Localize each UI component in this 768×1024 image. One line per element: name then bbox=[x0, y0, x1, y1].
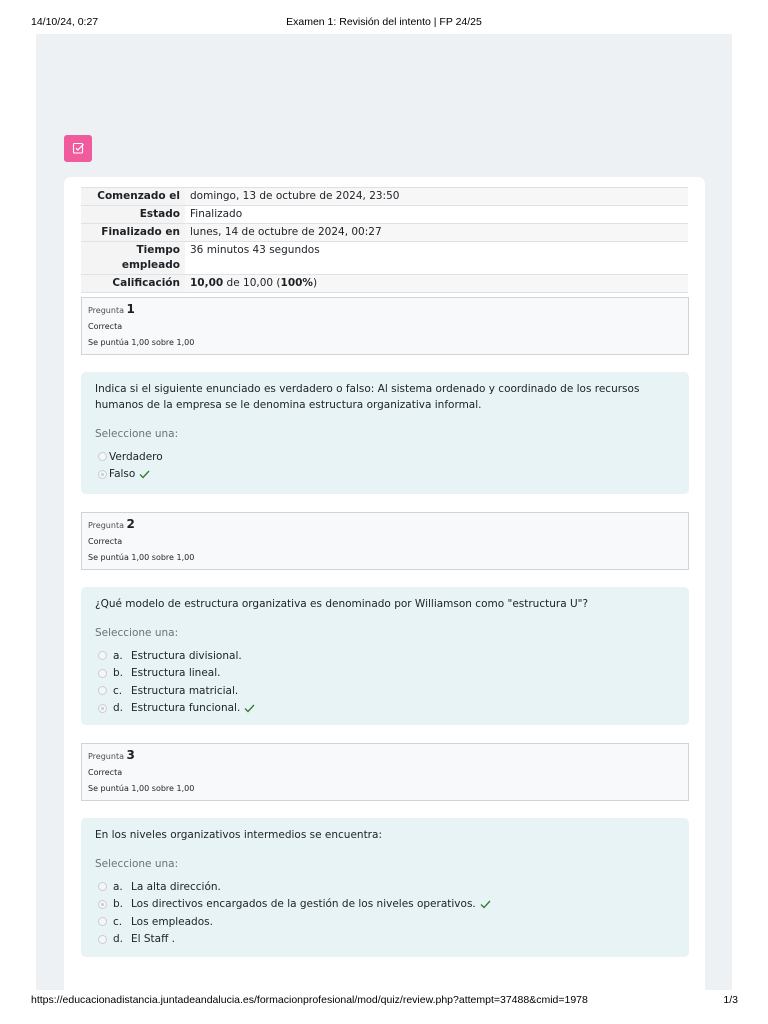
started-value: domingo, 13 de octubre de 2024, 23:50 bbox=[185, 188, 688, 206]
answer-letter: d. bbox=[113, 933, 124, 946]
answer-prompt: Seleccione una: bbox=[95, 858, 179, 870]
finished-value: lunes, 14 de octubre de 2024, 00:27 bbox=[185, 224, 688, 242]
question-number bbox=[88, 302, 682, 318]
radio-button[interactable] bbox=[98, 882, 107, 891]
question-content-1 bbox=[81, 372, 689, 494]
radio-button-selected[interactable] bbox=[98, 470, 107, 479]
summary-row-finished bbox=[81, 224, 688, 242]
answer-text: Estructura funcional. bbox=[131, 702, 241, 715]
answer-option[interactable] bbox=[95, 913, 675, 931]
answer-letter: b. bbox=[113, 667, 124, 680]
question-content-2 bbox=[81, 587, 689, 725]
print-footer bbox=[0, 994, 768, 1010]
radio-button[interactable] bbox=[98, 669, 107, 678]
question-number bbox=[88, 517, 682, 533]
question-label: Pregunta bbox=[88, 306, 124, 315]
grade-close: ) bbox=[312, 277, 318, 289]
question-text: En los niveles organizativos intermedios se encuentra: bbox=[95, 829, 382, 841]
grade-score: 10,00 bbox=[190, 277, 224, 289]
answer-text: Estructura matricial. bbox=[131, 684, 239, 697]
question-info-3 bbox=[81, 743, 689, 801]
answer-option[interactable] bbox=[95, 896, 675, 914]
radio-button[interactable] bbox=[98, 686, 107, 695]
answer-prompt: Seleccione una: bbox=[95, 627, 179, 639]
answer-list bbox=[95, 647, 675, 717]
radio-button[interactable] bbox=[98, 917, 107, 926]
print-url: https://educacionadistancia.juntadeandalucia.es/formacionprofesional/mod/quiz/review.php?attempt=37488&cmid=1978 bbox=[31, 994, 588, 1006]
question-grade: Se puntúa 1,00 sobre 1,00 bbox=[88, 553, 195, 562]
question-state: Correcta bbox=[88, 322, 123, 331]
question-text: ¿Qué modelo de estructura organizativa es denominado por Williamson como "estructura U"? bbox=[95, 598, 589, 610]
question-num: 2 bbox=[126, 517, 135, 531]
time-label: Tiempo empleado bbox=[81, 242, 185, 275]
answer-option[interactable] bbox=[95, 647, 675, 665]
answer-option[interactable] bbox=[95, 665, 675, 683]
correct-check-icon bbox=[480, 900, 491, 909]
answer-text: Falso bbox=[109, 468, 136, 481]
grade-rest: de 10,00 ( bbox=[223, 277, 281, 289]
question-grade: Se puntúa 1,00 sobre 1,00 bbox=[88, 338, 195, 347]
summary-row-state bbox=[81, 206, 688, 224]
radio-button[interactable] bbox=[98, 935, 107, 944]
grade-percent: 100% bbox=[280, 277, 313, 289]
radio-button-selected[interactable] bbox=[98, 704, 107, 713]
correct-check-icon bbox=[139, 470, 150, 479]
finished-label: Finalizado en bbox=[81, 224, 185, 242]
answer-option[interactable] bbox=[95, 448, 675, 466]
summary-row-time bbox=[81, 242, 688, 275]
answer-text: El Staff . bbox=[131, 933, 176, 946]
answer-letter: d. bbox=[113, 702, 124, 715]
question-state: Correcta bbox=[88, 537, 123, 546]
answer-letter: b. bbox=[113, 898, 124, 911]
answer-text: La alta dirección. bbox=[131, 880, 221, 893]
question-num: 1 bbox=[126, 302, 135, 316]
answer-text: Estructura divisional. bbox=[131, 649, 242, 662]
question-grade: Se puntúa 1,00 sobre 1,00 bbox=[88, 784, 195, 793]
answer-text: Los empleados. bbox=[131, 915, 213, 928]
state-label: Estado bbox=[81, 206, 185, 224]
print-datetime: 14/10/24, 0:27 bbox=[31, 16, 99, 28]
answer-option[interactable] bbox=[95, 700, 675, 718]
answer-option[interactable] bbox=[95, 682, 675, 700]
answer-letter: c. bbox=[113, 684, 123, 697]
question-state: Correcta bbox=[88, 768, 123, 777]
answer-list bbox=[95, 878, 675, 948]
print-header bbox=[0, 16, 768, 32]
question-info-1 bbox=[81, 297, 689, 355]
question-text: Indica si el siguiente enunciado es verdadero o falso: Al sistema ordenado y coordinado de los recursos humanos de la empresa se le denomina estructura organizativa informal. bbox=[95, 383, 640, 411]
radio-button[interactable] bbox=[98, 651, 107, 660]
radio-button-selected[interactable] bbox=[98, 900, 107, 909]
correct-check-icon bbox=[244, 704, 255, 713]
answer-option[interactable] bbox=[95, 878, 675, 896]
print-page-number: 1/3 bbox=[723, 994, 738, 1006]
radio-button[interactable] bbox=[98, 452, 107, 461]
state-value: Finalizado bbox=[185, 206, 688, 224]
question-content-3 bbox=[81, 818, 689, 957]
quiz-icon bbox=[64, 135, 92, 162]
question-num: 3 bbox=[126, 748, 135, 762]
answer-text: Estructura lineal. bbox=[131, 667, 221, 680]
started-label: Comenzado el bbox=[81, 188, 185, 206]
question-info-2 bbox=[81, 512, 689, 570]
answer-option[interactable] bbox=[95, 466, 675, 484]
grade-label: Calificación bbox=[81, 275, 185, 293]
time-value: 36 minutos 43 segundos bbox=[185, 242, 688, 275]
answer-letter: a. bbox=[113, 649, 123, 662]
answer-letter: a. bbox=[113, 880, 123, 893]
answer-text: Los directivos encargados de la gestión de los niveles operativos. bbox=[131, 898, 476, 911]
summary-row-grade bbox=[81, 275, 688, 293]
question-label: Pregunta bbox=[88, 521, 124, 530]
attempt-summary-table bbox=[81, 187, 688, 293]
question-label: Pregunta bbox=[88, 752, 124, 761]
answer-option[interactable] bbox=[95, 931, 675, 949]
answer-letter: c. bbox=[113, 915, 123, 928]
question-number bbox=[88, 748, 682, 764]
answer-text: Verdadero bbox=[109, 450, 163, 463]
answer-list bbox=[95, 448, 675, 483]
summary-row-started bbox=[81, 188, 688, 206]
grade-value bbox=[185, 275, 688, 293]
print-title: Examen 1: Revisión del intento | FP 24/25 bbox=[286, 16, 482, 28]
answer-prompt: Seleccione una: bbox=[95, 428, 179, 440]
